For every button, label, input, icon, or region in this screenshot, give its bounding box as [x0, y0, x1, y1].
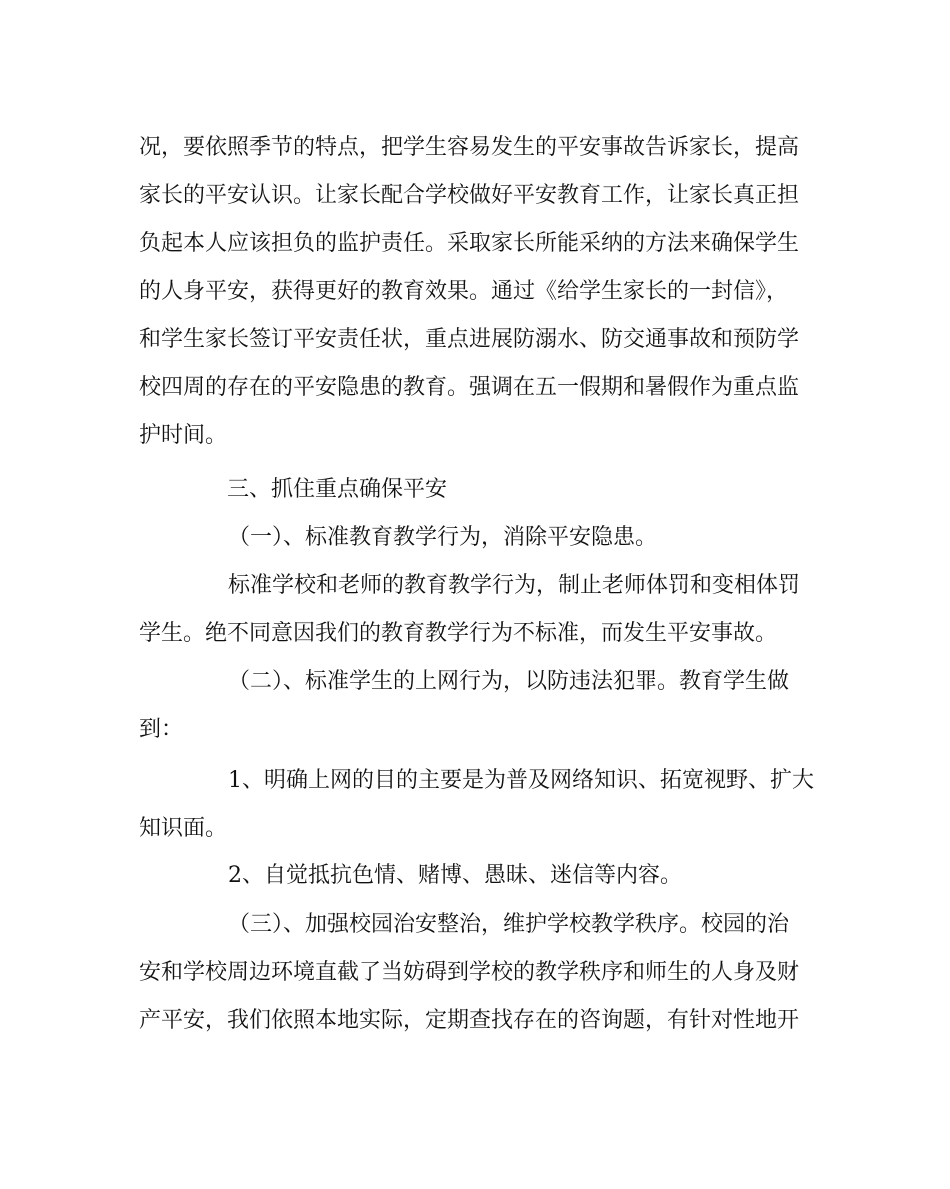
paragraph-line: 产平安，我们依照本地实际，定期查找存在的咨询题，有针对性地开 — [139, 1008, 800, 1033]
paragraph-line: 校四周的存在的平安隐患的教育。强调在五一假期和暑假作为重点监 — [139, 375, 800, 400]
paragraph-line: 学生。绝不同意因我们的教育教学行为不标准，而发生平安事故。 — [139, 621, 778, 646]
paragraph-line: 负起本人应该担负的监护责任。采取家长所能采纳的方法来确保学生 — [139, 231, 800, 256]
paragraph-line: 的人身平安，获得更好的教育效果。通过《给学生家长的一封信》， — [139, 279, 789, 304]
subsection-heading: （三）、加强校园治安整治，维护学校教学秩序。校园的治 — [228, 912, 790, 937]
list-item: 1、明确上网的目的主要是为普及网络知识、拓宽视野、扩大 — [228, 768, 814, 793]
paragraph-line: 家长的平安认识。让家长配合学校做好平安教育工作，让家长真正担 — [139, 183, 800, 208]
paragraph-line: 知识面。 — [139, 816, 228, 841]
paragraph-line: 标准学校和老师的教育教学行为，制止老师体罚和变相体罚 — [228, 573, 801, 598]
paragraph-line: 安和学校周边环境直截了当妨碍到学校的教学秩序和师生的人身及财 — [139, 960, 800, 985]
subsection-heading: （一）、标准教育教学行为，消除平安隐患。 — [228, 525, 658, 550]
section-heading: 三、抓住重点确保平安 — [227, 477, 448, 502]
subsection-heading: （二）、标准学生的上网行为，以防违法犯罪。教育学生做 — [228, 669, 790, 694]
paragraph-line: 况，要依照季节的特点，把学生容易发生的平安事故告诉家长，提高 — [139, 135, 800, 160]
list-item: 2、自觉抵抗色情、赌博、愚昧、迷信等内容。 — [228, 863, 682, 888]
paragraph-line: 护时间。 — [139, 423, 228, 448]
paragraph-line: 到： — [139, 717, 184, 742]
paragraph-line: 和学生家长签订平安责任状，重点进展防溺水、防交通事故和预防学 — [139, 327, 800, 352]
